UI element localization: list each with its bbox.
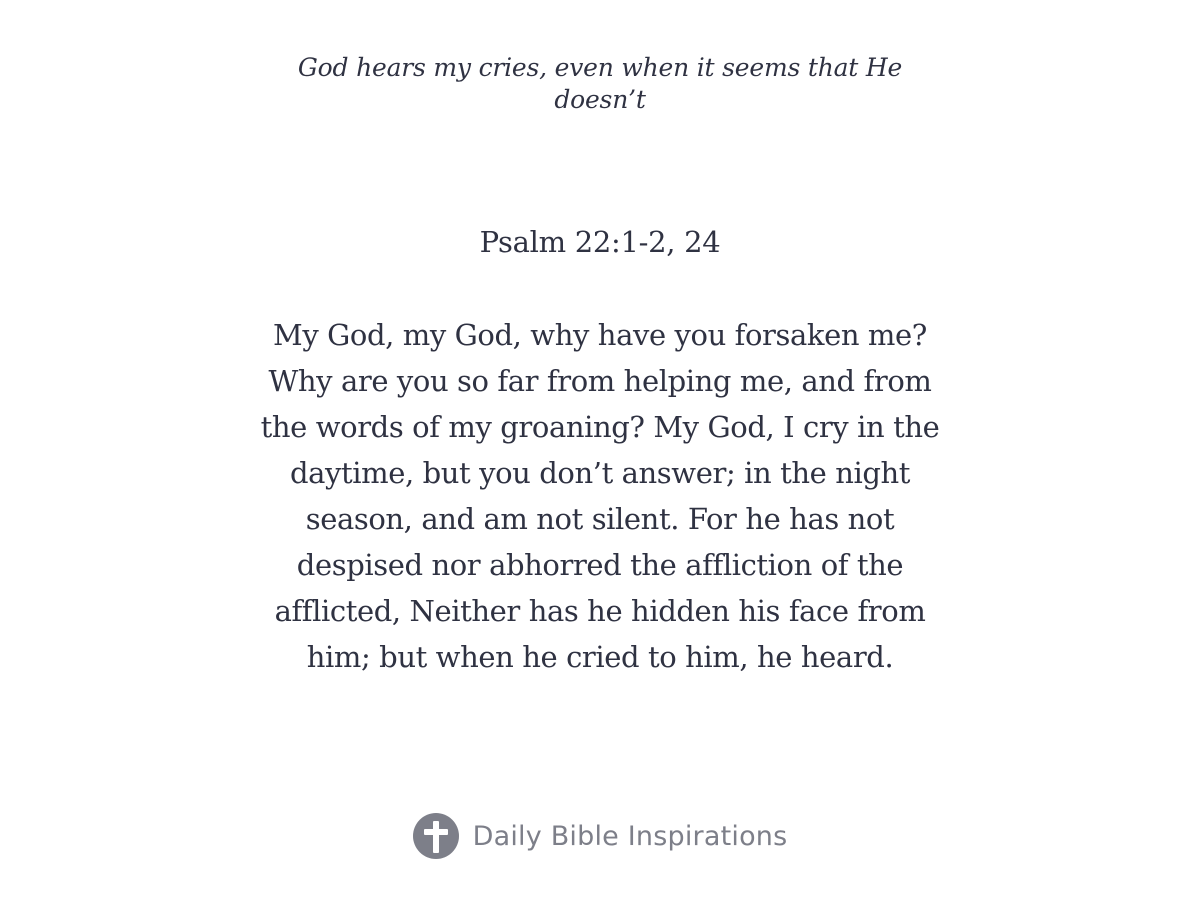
verse-line: the words of my groaning? My God, I cry in the — [260, 410, 940, 444]
brand-footer — [0, 810, 1200, 862]
verse-line: him; but when he cried to him, he heard. — [306, 640, 894, 674]
cross-icon — [413, 813, 459, 859]
verse-line: despised nor abhorred the affliction of the — [296, 548, 904, 582]
verse-line: My God, my God, why have you forsaken me? — [273, 318, 927, 352]
devotional-tagline — [250, 52, 950, 116]
scripture-reference: Psalm 22:1-2, 24 — [479, 225, 721, 259]
tagline-line: doesn’t — [554, 85, 646, 114]
verse-line: season, and am not silent. For he has not — [305, 502, 895, 536]
verse-line: daytime, but you don’t answer; in the night — [289, 456, 911, 490]
brand-name: Daily Bible Inspirations — [472, 820, 788, 852]
verse-line: Why are you so far from helping me, and from — [268, 364, 932, 398]
scripture-text — [240, 312, 960, 680]
verse-line: afflicted, Neither has he hidden his face from — [274, 594, 926, 628]
tagline-line: God hears my cries, even when it seems that He — [297, 53, 903, 82]
